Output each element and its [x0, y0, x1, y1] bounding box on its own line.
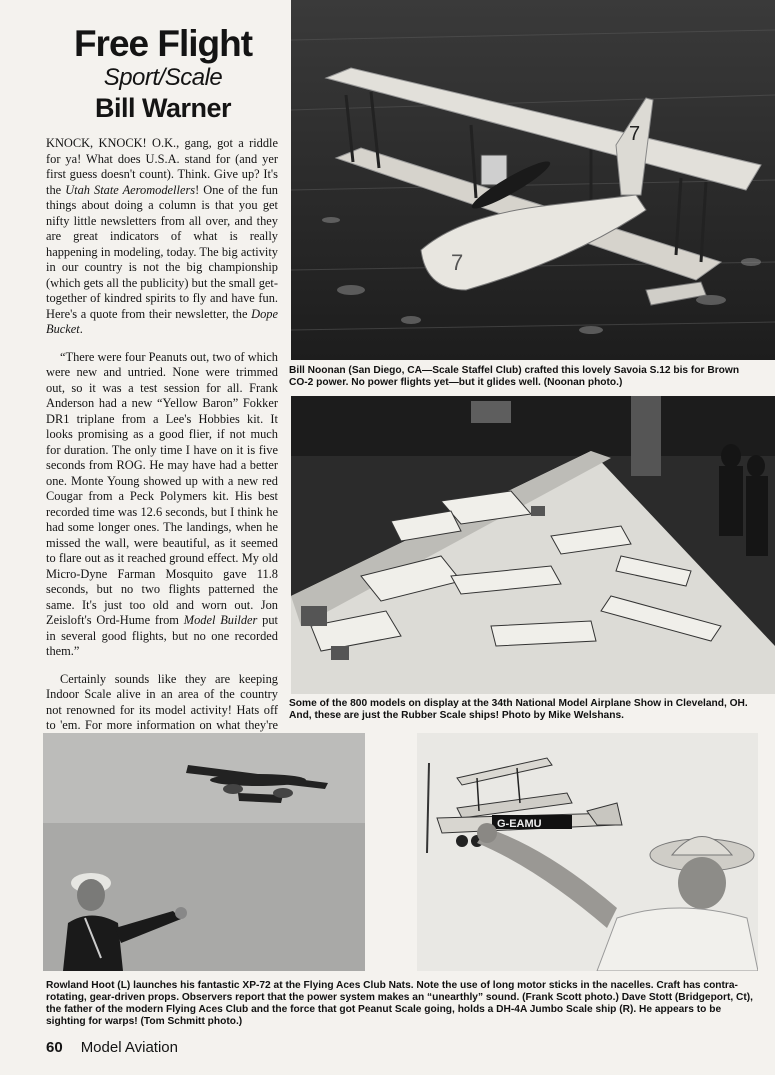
article-subtitle: Sport/Scale [103, 64, 223, 91]
photo-xp72-launch [43, 733, 365, 971]
article-header [48, 24, 278, 124]
paragraph-1: KNOCK, KNOCK! O.K., gang, got a riddle for ya! What does U.S.A. stand for (and yer first guess doesn't count). Think. Give up? It's the Utah State Aeromodellers! One of the fun things about doing a column is that you get nifty little newsletters from all over, and they are great indicators of what is really happening in modeling, today. The big activity in our country is not the big championship (which gets all the publicity) but the small get-together of kindred spirits to fly and have fun. Here's a quote from their newsletter, the Dope Bucket. [46, 136, 278, 336]
photo-dh4a-sighting [417, 733, 758, 971]
registration-marking: G-EAMU [497, 818, 542, 830]
caption-savoia: Bill Noonan (San Diego, CA—Scale Staffel Club) crafted this lovely Savoia S.12 bis for Brown CO-2 power. No power flights yet—but it glides well. (Noonan photo.) [289, 365, 740, 388]
article-title: Free Flight [73, 23, 253, 64]
page-footer [46, 1039, 178, 1056]
paragraph-3: Certainly sounds like they are keeping Indoor Scale alive in an area of the country not renowned for its model activity! Hats off to 'em. For more information on what they're [46, 671, 278, 732]
hull-number: 7 [451, 250, 464, 275]
caption-bottom-photos: Rowland Hoot (L) launches his fantastic XP-72 at the Flying Aces Club Nats. Note the use of long motor sticks in the nacelles. Craft has contra-rotating, gear-driven props. Observers report that the power system makes an “unearthly” sound. (Frank Scott photo.) Dave Stott (Bridgeport, Ct), the father of the modern Flying Aces Club and the force that got Peanut Scale going, holds a DH-4A Jumbo Scale ship (R). He appears to be sighting for warps! (Tom Schmitt photo.) [46, 980, 754, 1027]
caption-model-display: Some of the 800 models on display at the 34th National Model Airplane Show in Cleveland, OH. And, these are just the Rubber Scale ships! Photo by Mike Welshans. [289, 698, 748, 721]
paragraph-2: “There were four Peanuts out, two of which were new and untried. None were trimmed out, so it was a test session for all. Frank Anderson had a new “Yellow Baron” Fokker DR1 triplane from a Lee's Hobbies kit. It looks promising as a good flier, if not much for duration. The only time I have on it is five seconds from ROG. He may have had a better one. Monte Young showed up with a new red Cougar from a Peck Polymers kit. His best recorded time was 12.6 seconds, but I think he had some longer ones. The landings, when he missed the wall, were beautiful, as it seemed to flare out as it reached ground effect. My old Micro-Dyne Farman Mosquito gave 11.8 seconds, but no two flights patterned the same. It's just too old and worn out. Jon Zeisloft's Ord-Hume from Model Builder put in several good flights, but no one recorded them.” [46, 349, 279, 658]
article-author: Bill Warner [94, 93, 232, 123]
photo-model-display [291, 396, 775, 694]
tail-number: 7 [629, 123, 641, 145]
photo-savoia-biplane [291, 0, 775, 360]
article-body [46, 136, 278, 761]
page-number: 60 [46, 1039, 63, 1056]
magazine-name: Model Aviation [80, 1039, 178, 1056]
